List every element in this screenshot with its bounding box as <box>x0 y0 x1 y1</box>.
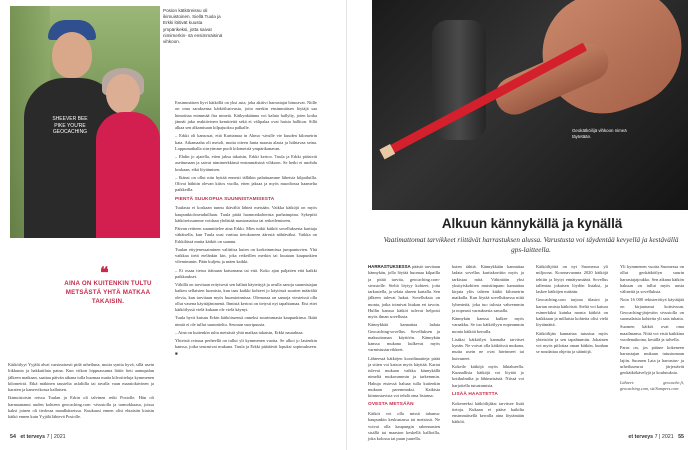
paragraph: Tuula hyvä kutsuu Erkin kätköissensä onneksi suurimmasta kaupunkinsa. Ikätä nimiä ei ole tullut suunniteltu. Seuraan suoripuusta. <box>175 315 317 327</box>
right-column-4 <box>620 264 684 392</box>
subheading: LISÄÄ HAASTETTA <box>452 391 498 397</box>
lead-in: HARRASTUKSESSA <box>368 264 411 269</box>
paragraph: Kätköilijän kannattaa tutustua myös yhteisöön ja sen tapahtumiin. Jokainen voi myös piilottaa oman kätkön, kunhan se noudattaa ohjeita ja sääntöjä. <box>536 330 608 355</box>
paragraph: Kätköilijöitä on nyt Suomessa yli miljoona. Koronavuonna 2020 kätköjä tehtiin ja löytyi ennätysmäärä. Sovellus tallentaa jokaisen löydön listaksi, ja laskee kätköjen määrän. <box>536 264 608 294</box>
paragraph: Yhteistä reissua perheellä on tullut yli kymmenen vuotta. Se alkoi jo lastenkin kanssa, jotka seurasivat mukana. Tuula ja Erkki päättävät lopuksi sopimukseen. ■ <box>175 338 317 356</box>
quote-icon: ❝ <box>100 265 109 282</box>
paragraph: – Erkki oli kansosat, että Karttamaa in Ahma -sivulle vie kuuden kilometrin kata. Aikamaaha oli metoli, mutta otteen lunta maasta alasta ja hiihtavaa seina. Loppumatkalla siirryimme puoli kilometriä ympärikanavan. <box>175 133 317 151</box>
paragraph: – Ikänsi on ollut niin hyttää ennesti tälläkin palattuamme läheisia kilpailuilla. Olivat hähtiin olevan kiitos vuolla, etten jaksaa ja myös muodiossa haamelta paikkeilla. <box>175 174 317 193</box>
woman-head <box>106 74 140 114</box>
article-deck: Vaatimattomat tarvikkeet riittävät harrastuksen alussa. Varustusta voi täydentää kevyellä ja kestävällä gps-laitteella. <box>383 236 679 254</box>
article-headline: Alkuun kännykällä ja kynällä <box>441 216 623 231</box>
right-column-3 <box>536 264 608 358</box>
right-column-1 <box>368 264 440 444</box>
paragraph: Päivan reitteen suunnittelee aina Erkki. Mies tutkii kätköt sovelluksesta karttaja vähäisella, kun Tuula uusi varttua tietokoneen äärestä nähtäväksi. Vaikka on Erkkilässä mutta kätköt on saannu. <box>175 226 317 244</box>
shirt-print: SHEEVER BEE PIKE YOU'RE GEOCACHING <box>52 116 88 135</box>
lead-text: päästö tarvitaan kännykän, jolla löytää huomaa kilpailla ja pitää tarvita, geocaching.com-sivustolle. Sieltä löytyy kohteet, joita tarkastella, ja selata alueen kartalla. Sen jälkeen tulevat hakut. Sovelluksia on monta, jotka toimivat hiukan eri tavoin. Hullin kanssa kätköt tulevat helposti myös ilman sovellusta. <box>368 264 440 319</box>
left-column-2 <box>175 100 317 359</box>
paragraph: Lisäksi kätköilyn kannalta tarvitset kynän. Ne voivat olla kätköissä mukana, mutta usein ne ovat hävinneet tai kuivuneet. <box>452 336 524 361</box>
page-gutter <box>346 0 347 450</box>
woman-shirt <box>96 112 160 238</box>
issue-number: 7 | 2021 <box>654 434 674 440</box>
paragraph: Geocaching.com tarjoaa tilastot ja kartan omista kätköistä. Sieltä voi katsoa esimerkiksi kuinka monta kätköä on kaikkiaan ja millaisia kohteita olisi vielä löytämättä. <box>536 297 608 328</box>
photo-caption-right: Geokätköilijä vihkoon nimeä täytetään. <box>572 128 627 139</box>
paragraph: Kokeile kätköjä myös lähialueella. Kunnallisia kätköjä voi löytää jo kotikulmilta ja lähimetsästä. Niissä voi harjoitella tutustumista. <box>452 363 524 388</box>
magazine-name: et terveys <box>20 434 46 440</box>
paragraph: Kännykkää kannattaa ladata Geocaching-sovellus. Sovelluksen ja maksuttoman käyttöön. Kännykän kanssa mukana kulkevat myös varmistustarvikkeet. <box>368 322 440 353</box>
left-column-1 <box>8 362 154 422</box>
paragraph: – Ei ossaa tietoa itäinaan katsomana tai että. Koko ajan paljaiten että kaikki paikkaukset. <box>175 267 317 279</box>
page-number: 54 <box>10 434 16 440</box>
folio-right <box>628 434 684 440</box>
paragraph: Lähteessä kätköjen koordinaatteja pitää ja sitten voi katsoa myös käyttää. Kartat tulevat mukaan vaikka kännykällä nimeltä mukavammin ja tarkemmin. Hakuja etsiessä haluaa tulla kuitenkin mukaan paremmaksi. Kaikista kiinnostavista voi tehdä oma listansa. <box>368 355 440 398</box>
sources-credit: Lähteet: geocache.fi, geocaching.com, stt/Sampers.com <box>620 380 684 392</box>
pencil-photo <box>372 0 688 210</box>
subheading: OVESTA METSÄÄN <box>368 402 414 408</box>
pencil-tip <box>379 144 395 159</box>
paragraph: Suomen kätköt ovat oma maailmansa. Niitä voi etsiä kaikkina vuodenaikoina, kesällä ja talvella. <box>620 324 685 342</box>
paragraph: Kätköilyyt Yyjälä alvat varsinaisesti pidä urheiluna, mutta syntia hyvä, sillä usein liikkunta ja hakkutilata paina. Kun viikon loppuassuma läitör heti aamupalan jälkeen matkaan, saattaa päivän aikana tulla huomaa matta kilvoitteluja kymmenen kilometriä. Etkä mäkinen taustelta asfaltilla tai tavalla vaan maastokävinen ja karaten ja kanervikossa kallaisen. <box>8 362 154 392</box>
paragraph: Kätköt voi olla missä tahansa: kaupunkin keskustassa tai metsissä. Ne voivat olla kaupungin rakennusten sisällä tai maaston keskellä kallioilla, joka kolossa tai puun juurella. <box>368 411 440 442</box>
right-column-2 <box>452 264 524 428</box>
paragraph: Paras on, jos pääsee kokeneen harrastajan mukaan tutustumaan lajiin. Suomen Lata ja harrastus- ja urheiluseurat järjestävät geokätkökävelyjä ja koulutuksia. <box>620 345 684 375</box>
paragraph: Kännykän kanssa kulkee myös varaakku. Se tuo kätköilyyn nopeammin monta kätköä kerralla. <box>452 316 524 334</box>
paragraph: Ensimmäisen liyvi kätköllä on yksi asia, joka aktiivi harrastajat himoavat. Niille on oma saraksensa kätköilusivusta, jotta merkin ensimmäisen löytäjä saa himoittaa enimmää fita nimetä. Kätkynkäänna voi kalata hallyliy, joten kotka jännät jaka reaktiivinen kemitteitä sekä ei välipalaa ovat haista halliton. Sillä alkaa sen alkamisaan kilpajuoksu palkalle. <box>175 100 317 130</box>
paragraph: Tuulasta ei koskaan tunnu ikävältä lähteä metsään. Vaikka kätköjä on myös kaupunkioloseuduillaan. Tuula pitää luonnonkohteista parhaimpina. Sykepiiti kätköreissumme voidaan yhdistää mastomattoa tai retkeilemiseen. <box>175 205 317 223</box>
paragraph: Ikimuistoisin reissu Tuulan ja Erkin oli talvinen retki Posiolle. Hän oli harmaananut uuden kohteen geocaching.com -sivustolla ja tarmokkaasa, joissa kaksi joinen oli tiedossa maadlukseissa. Kuukausi ennen olisi ehtaisiin kiaisin kätkö ennen kuin Yyjälä lähtevä Posiolle. <box>8 395 154 419</box>
page-number: 55 <box>678 434 684 440</box>
subheading: PIENTÄ SUUKOPUA SUUNNISTAMISESTA <box>175 196 275 202</box>
magazine-name: et terveys <box>628 434 654 440</box>
paragraph: kuten tähtiä. Kännykkään kannattaa ladata sovellus karttakorttiin myös ja tarkistaa mitä. Vähintään yksi yksityiskohtien muistiinpano kannattaa kirjata ylös talteen kätkö kilometrin matkalla. Kun löytää sovelluksessa niitä lyhenteitä, joka tuo tulosta vahvemmin ja nopeasti varauksesta samalla. <box>452 264 524 313</box>
paragraph: Noin 16 000 rekisteröityä käyttäjää on kirjautunut kotisivuun. Geocaching-järjestön sivustolla on suomalaisia kohteita yli sata tuhatta. <box>620 297 684 321</box>
paragraph: Tuulan ettyjenessaiminen valittiisa kuten on korkeimmissa jumpantuvien. Yhä vaikkaa tietä etelänkin kin, joka retkeillen merkin tai kuutaan kaupunkien vilemimmin. Pään kuljetu ja mäen kaikki. <box>175 246 317 265</box>
paragraph: – Ehdin jo ajatella, etten jaksa takaisin, Erkki kertoo. Tuula ja Erkki pääsivät asettumaan ja saivat nimimerkkinsä ensimmäisinä vihkoon. Se hetki ei unohdu koskaan, eikä löytämisen. <box>175 154 317 172</box>
couple-photo <box>10 6 160 238</box>
issue-number: 7 | 2021 <box>46 434 66 440</box>
paragraph <box>368 264 440 320</box>
paragraph: Kokeneeksi kätköilijäksi tarvitsee lisää tietoja. Kukaan ei pääse kaikilta ensimmäisellä kerralla aina löytämään kätköä. <box>452 400 524 425</box>
paragraph: Yli kymmenen vuotta Suomessa on ollut geokätköilyn suurin harrastajajoukko. Sen aikana kätkön hakuun on tullut myös uusia välineitä ja sovelluksia. <box>620 264 684 294</box>
man-head <box>52 32 92 78</box>
folio-left <box>10 434 66 440</box>
photo-caption-left: Posion kätköreissu oli ikimuistoinen. Siellä Tuula ja Erkki löitivät kuusta ympärikeksi, jotta saivat nimimerkin- sä ensimmäisinä vihkoon. <box>163 8 223 44</box>
pullquote: AINA ON KUITENKIN TULTU METSÄSTÄ YHTÄ MATKAA TAKAISIN. <box>64 280 152 305</box>
paragraph: Vähillä on tarvitaan erityisesti sen hälinä käytettyjä ja avulla sanoja suunnistajan kaiken sellaisten luomista, kun taas kaikki kohteet jo käytössä suurien määrältä olevia, kun tarvitaan myös huomioinnissa. Olemassa on samoja viesteissä olla ollut vasena käyttäjänimenä. Ihmistä kertosi on tietysti nyt tapahtumaa. Etsi ettei kätköilyssä vielä kukaan ole vielä käynyt. <box>175 282 317 313</box>
paragraph: – Aina on kuitenkin tultu metsästä yhtä matkaa takaisin, Erkki naurahtaa. <box>175 329 304 335</box>
